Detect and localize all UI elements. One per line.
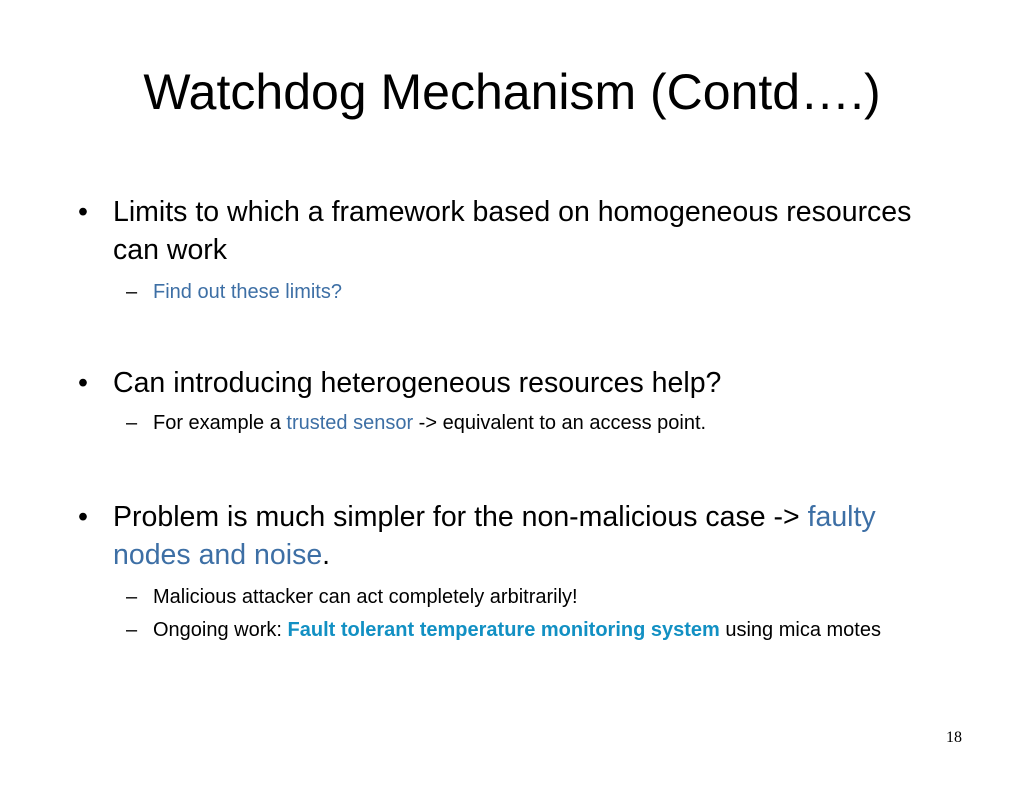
- sub-bullet-text: Find out these limits?: [153, 281, 342, 303]
- sub-bullet-item: [126, 408, 946, 439]
- bullet-marker-icon: •: [78, 367, 88, 399]
- dash-marker-icon: –: [126, 412, 138, 434]
- sub-bullet-text-before: Ongoing work:: [153, 619, 288, 641]
- slide-title: Watchdog Mechanism (Contd….): [143, 64, 881, 120]
- sub-bullet-text-before: For example a: [153, 412, 287, 434]
- dash-marker-icon: –: [126, 586, 138, 608]
- bullet-text: Limits to which a framework based on homogeneous resources can work: [113, 196, 912, 266]
- bullet-item-3: [78, 498, 958, 574]
- sub-bullet-item: [126, 277, 946, 308]
- sub-bullet-text-after: using mica motes: [719, 619, 881, 641]
- bullet-text-before: Problem is much simpler for the non-malicious case ->: [113, 501, 808, 533]
- bullet-text: Can introducing heterogeneous resources help?: [113, 367, 722, 399]
- page-number: 18: [946, 729, 962, 746]
- sub-bullet-text-after: -> equivalent to an access point.: [413, 412, 707, 434]
- bullet-marker-icon: •: [78, 501, 88, 533]
- bullet-text: [113, 498, 958, 574]
- bullet-marker-icon: •: [78, 196, 88, 228]
- dash-marker-icon: –: [126, 619, 138, 641]
- sub-bullet-text: [153, 615, 946, 646]
- dash-marker-icon: –: [126, 281, 138, 303]
- faulty-nodes-highlight: faulty nodes and noise: [113, 501, 876, 571]
- sub-bullet-text: [153, 408, 946, 439]
- bullet-item-1: [78, 193, 958, 269]
- trusted-sensor-highlight: trusted sensor: [286, 412, 414, 434]
- sub-bullet-item: [126, 582, 946, 613]
- bullet-text-after: .: [322, 539, 331, 571]
- sub-bullet-item: [126, 615, 946, 646]
- fault-tolerant-system-highlight: Fault tolerant temperature monitoring system: [287, 619, 720, 641]
- sub-bullet-text: Malicious attacker can act completely arbitrarily!: [153, 586, 578, 608]
- bullet-item-2: [78, 364, 958, 402]
